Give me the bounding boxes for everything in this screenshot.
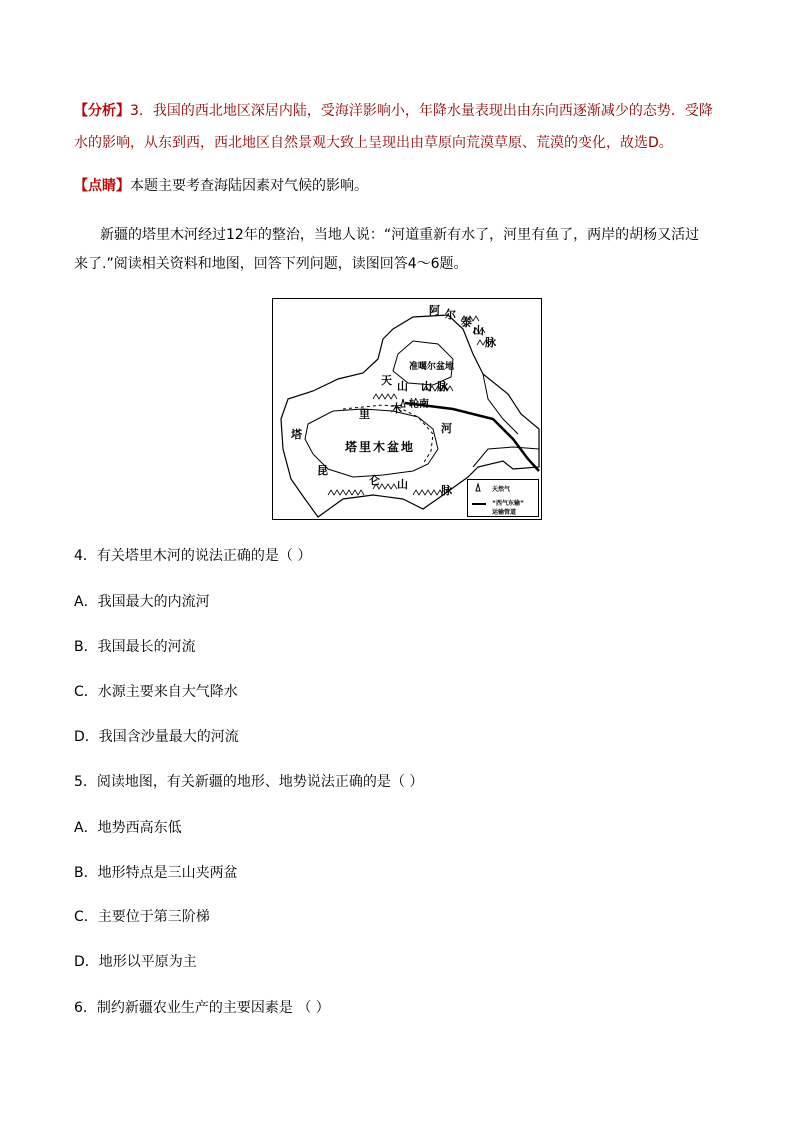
xinjiang-map: [272, 298, 542, 520]
map-label-altai-2: 尔: [445, 308, 456, 321]
question-4-option-c: C．水源主要来自大气降水: [74, 684, 238, 700]
map-label-tarim-river-4: 河: [441, 422, 452, 435]
map-label-lunnan: 轮南: [409, 399, 429, 410]
question-4-option-d: D．我国含沙量最大的河流: [74, 729, 239, 745]
map-label-tianshan-3: 山: [421, 380, 432, 393]
intro-line-2: 来了.”阅读相关资料和地图，回答下列问题，读图回答4～6题。: [74, 256, 468, 272]
map-label-tarim-river-3: 木: [391, 402, 402, 415]
map-label-altai-3: 泰: [461, 316, 472, 329]
question-5-option-c: C．主要位于第三阶梯: [74, 909, 210, 925]
map-label-tarim-basin: 塔里木盆地: [345, 440, 416, 454]
map-label-tarim-river-2: 里: [359, 408, 370, 421]
intro-line-1: 新疆的塔里木河经过12年的整治，当地人说：“河道重新有水了，河里有鱼了，两岸的胡杨又活过: [100, 227, 700, 243]
map-label-altai-4: 山: [473, 324, 484, 337]
map-label-altai-1: 阿: [429, 304, 440, 317]
map-label-altai-5: 脉: [485, 336, 496, 349]
question-5-stem: 5．阅读地图，有关新疆的地形、地势说法正确的是（ ）: [74, 774, 424, 790]
map-label-tianshan-4: 脉: [437, 380, 448, 393]
map-label-kunlun-4: 脉: [441, 484, 452, 497]
question-4-option-a: A．我国最大的内流河: [74, 594, 210, 610]
map-label-tianshan-2: 山: [397, 380, 408, 393]
analysis-tag: 【分析】: [74, 103, 130, 119]
legend-pipeline-label-2: 运输管道: [492, 509, 517, 516]
comment-tag: 【点睛】: [74, 178, 130, 194]
analysis-line-1: [74, 101, 724, 121]
question-6-stem: 6．制约新疆农业生产的主要因素是 （ ）: [74, 1000, 330, 1016]
analysis-text-1: 3．我国的西北地区深居内陆，受海洋影响小，年降水量表现出由东向西逐渐减少的态势．受降: [130, 103, 713, 119]
map-label-kunlun-1: 昆: [317, 464, 328, 477]
map-label-tarim-river-1: 塔: [291, 428, 302, 441]
question-5-option-b: B．地形特点是三山夹两盆: [74, 865, 238, 881]
comment-text: 本题主要考查海陆因素对气候的影响。: [130, 178, 368, 194]
question-5-option-d: D．地形以平原为主: [74, 954, 197, 970]
comment-line: [74, 176, 724, 196]
map-legend: [467, 479, 539, 517]
question-4-option-b: B．我国最长的河流: [74, 639, 196, 655]
map-label-tianshan-1: 天: [381, 374, 392, 387]
map-label-kunlun-2: 仑: [369, 474, 380, 487]
question-5-option-a: A．地势西高东低: [74, 820, 182, 836]
legend-gas-label: 天然气: [492, 486, 511, 493]
legend-pipeline-label-1: “西气东输”: [492, 500, 524, 507]
analysis-line-2: 水的影响，从东到西，西北地区自然景观大致上呈现出由草原向荒漠草原、荒漠的变化，故选D。: [74, 135, 673, 151]
map-label-kunlun-3: 山: [397, 478, 408, 491]
map-label-junggar: 准噶尔盆地: [409, 362, 455, 372]
question-4-stem: 4．有关塔里木河的说法正确的是（ ）: [74, 548, 312, 564]
